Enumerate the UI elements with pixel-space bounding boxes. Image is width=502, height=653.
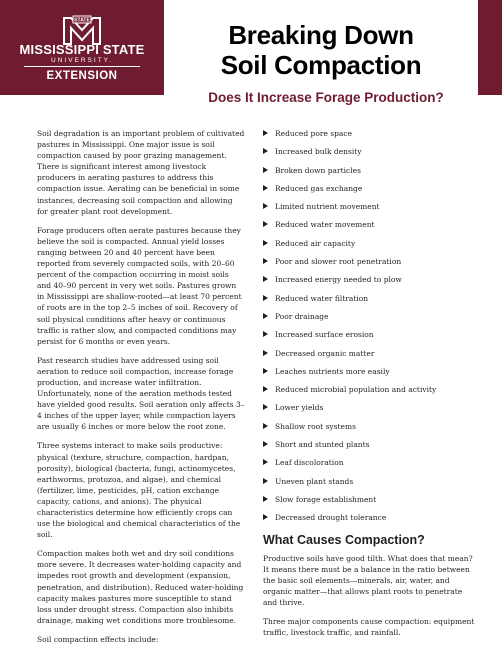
list-item xyxy=(263,183,475,201)
list-item xyxy=(263,274,475,292)
triangle-bullet-icon xyxy=(263,368,268,374)
logo-divider xyxy=(24,66,140,67)
list-item-text: Decreased organic matter xyxy=(275,348,375,358)
list-item-text: Reduced gas exchange xyxy=(275,183,363,193)
list-item-text: Reduced water movement xyxy=(275,220,375,230)
triangle-bullet-icon xyxy=(263,313,268,319)
body-paragraph: Three major components cause compaction: equipment traffic, livestock traffic, and rainfall. xyxy=(263,617,475,638)
triangle-bullet-icon xyxy=(263,331,268,337)
list-item-text: Shallow root systems xyxy=(275,421,356,431)
list-item xyxy=(263,219,475,237)
header-accent-bar xyxy=(478,0,502,95)
list-item-text: Short and stunted plants xyxy=(275,440,370,450)
body-paragraph: Productive soils have good tilth. What does that mean? It means there must be a balance in the ratio between the basic soil elements—minerals, air, water, and organic matter—that allows plant roots to penetrate and thrive. xyxy=(263,553,473,607)
list-item xyxy=(263,128,475,146)
triangle-bullet-icon xyxy=(263,441,268,447)
list-item xyxy=(263,494,475,512)
list-item xyxy=(263,439,475,457)
list-item xyxy=(263,293,475,311)
body-paragraph: Soil compaction effects include: xyxy=(37,634,159,644)
list-item-text: Leaches nutrients more easily xyxy=(275,366,390,376)
list-item xyxy=(263,384,475,402)
body-paragraph: Forage producers often aerate pastures because they believe the soil is compacted. Annual yield losses ranging between 20 and 40 percent have been reported from severely compacted soils, with 20–60 percent of the compaction occurring in moist soils and 40–90 percent in very wet soils. Pastures grown in Mississippi are shallow-rooted—at least 70 percent of roots are in the top 2–5 inches of soil. Recovery of soil physical conditions after heavy or continuous traffic is rather slow, and compacted conditions may persist for 6 months or even years. xyxy=(37,225,242,346)
list-item-text: Broken down particles xyxy=(275,165,361,175)
list-item-text: Reduced microbial population and activity xyxy=(275,385,437,395)
triangle-bullet-icon xyxy=(263,148,268,154)
list-item xyxy=(263,165,475,183)
list-item xyxy=(263,512,475,530)
list-item xyxy=(263,366,475,384)
triangle-bullet-icon xyxy=(263,240,268,246)
list-item xyxy=(263,476,475,494)
list-item xyxy=(263,201,475,219)
triangle-bullet-icon xyxy=(263,221,268,227)
triangle-bullet-icon xyxy=(263,404,268,410)
list-item-text: Reduced water filtration xyxy=(275,293,369,303)
list-item xyxy=(263,402,475,420)
list-item-text: Uneven plant stands xyxy=(275,476,354,486)
triangle-bullet-icon xyxy=(263,459,268,465)
list-item xyxy=(263,146,475,164)
list-item-text: Decreased drought tolerance xyxy=(275,513,387,523)
list-item-text: Lower yields xyxy=(275,403,324,413)
triangle-bullet-icon xyxy=(263,496,268,502)
body-paragraph: Past research studies have addressed using soil aeration to reduce soil compaction, increase forage production, and increase water infiltration. Unfortunately, none of the aeration methods tested have yielded good results. Soil aeration only affects 3–4 inches of the upper layer, while compaction layers are usually 6 inches or more below the root zone. xyxy=(37,355,245,432)
triangle-bullet-icon xyxy=(263,130,268,136)
left-column xyxy=(37,128,245,653)
section-heading: What Causes Compaction? xyxy=(263,532,425,547)
triangle-bullet-icon xyxy=(263,203,268,209)
title-line-1: Breaking Down xyxy=(228,20,414,50)
triangle-bullet-icon xyxy=(263,167,268,173)
list-item xyxy=(263,311,475,329)
triangle-bullet-icon xyxy=(263,386,268,392)
triangle-bullet-icon xyxy=(263,295,268,301)
list-item-text: Slow forage establishment xyxy=(275,494,377,504)
page-title xyxy=(190,20,452,80)
list-item xyxy=(263,329,475,347)
list-item-text: Poor and slower root penetration xyxy=(275,257,402,267)
triangle-bullet-icon xyxy=(263,478,268,484)
body-paragraph: Soil degradation is an important problem of cultivated pastures in Mississippi. One major issue is soil compaction caused by poor grazing management. There is significant interest among livestock producers in aerating pastures to address this compaction issue. Aerating can be beneficial in some instances, decreasing soil compaction and allowing for greater plant root development. xyxy=(37,129,245,216)
list-item-text: Reduced air capacity xyxy=(275,238,356,248)
triangle-bullet-icon xyxy=(263,350,268,356)
triangle-bullet-icon xyxy=(263,514,268,520)
compaction-effects-list xyxy=(263,128,475,531)
logo-university-label: UNIVERSITY. xyxy=(51,57,113,64)
list-item-text: Poor drainage xyxy=(275,311,329,321)
list-item-text: Reduced pore space xyxy=(275,129,353,138)
list-item xyxy=(263,457,475,475)
page-subtitle: Does It Increase Forage Production? xyxy=(208,90,444,105)
emblem-text: STATE xyxy=(74,17,90,24)
list-item xyxy=(263,238,475,256)
triangle-bullet-icon xyxy=(263,276,268,282)
body-paragraph: Compaction makes both wet and dry soil conditions more severe. It decreases water-holding capacity and impedes root growth and development (expansion, penetration, and distribution). Reduced water-holding capacity makes pastures more susceptible to stand loss under drought stress. Compaction also inhibits drainage, making wet conditions more troublesome. xyxy=(37,549,244,625)
list-item-text: Increased surface erosion xyxy=(275,330,374,340)
list-item xyxy=(263,256,475,274)
list-item-text: Leaf discoloration xyxy=(275,458,344,468)
right-column xyxy=(263,128,475,646)
triangle-bullet-icon xyxy=(263,185,268,191)
logo-extension-label: EXTENSION xyxy=(46,70,118,82)
list-item xyxy=(263,348,475,366)
list-item-text: Limited nutrient movement xyxy=(275,202,380,212)
body-paragraph: Three systems interact to make soils productive: physical (texture, structure, compaction, hardpan, porosity), biological (bacteria, fungi, actinomycetes, earthworms, protozoa, and algae), and chemical (fertilizer, lime, pesticides, pH, cation exchange capacity, cations, and anions). The physical characteristics determine how efficiently crops can use the biological and chemical characteristics of the soil. xyxy=(37,441,241,540)
list-item-text: Increased bulk density xyxy=(275,147,362,157)
triangle-bullet-icon xyxy=(263,423,268,429)
list-item xyxy=(263,421,475,439)
list-item-text: Increased energy needed to plow xyxy=(275,275,402,285)
msu-extension-logo xyxy=(0,0,164,95)
triangle-bullet-icon xyxy=(263,258,268,264)
logo-university-name: MISSISSIPPI STATE xyxy=(19,42,145,57)
title-line-2: Soil Compaction xyxy=(220,50,422,80)
